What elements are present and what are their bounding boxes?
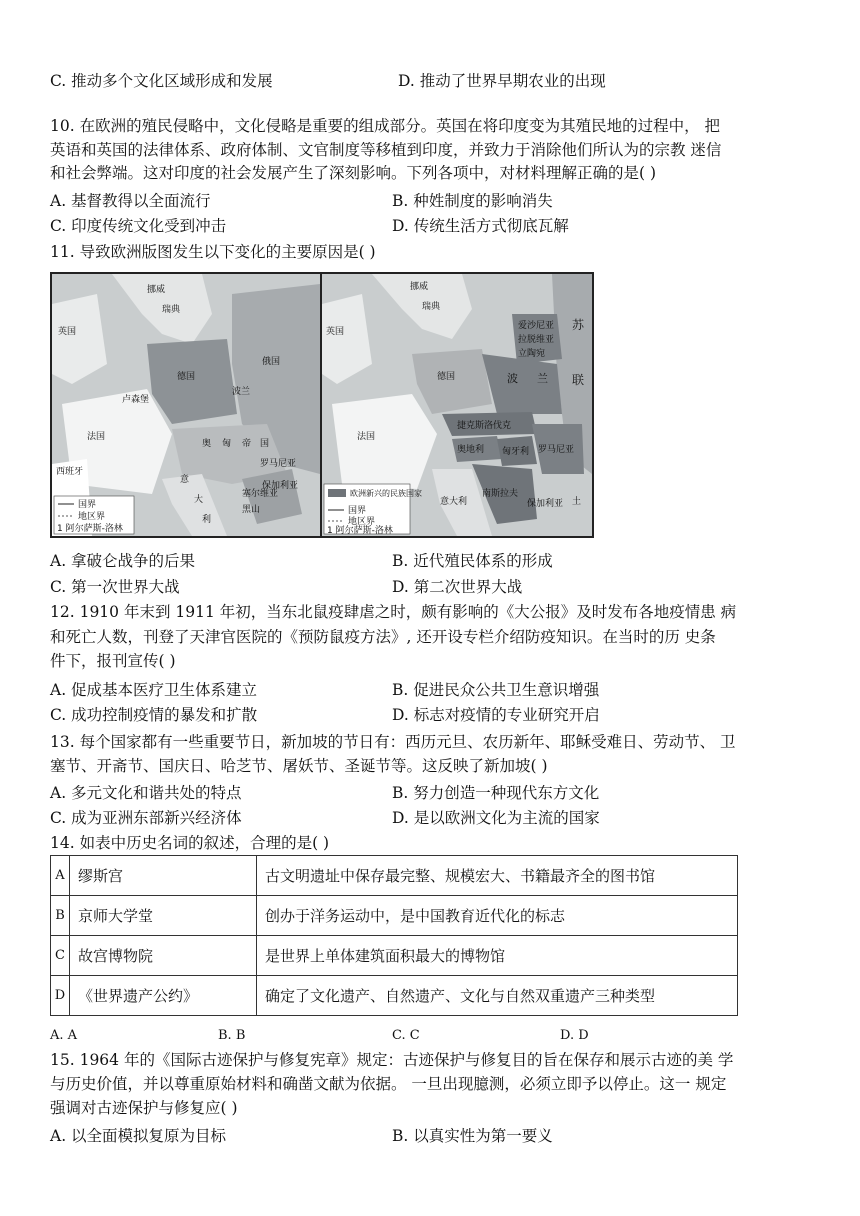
q12-stem-line-1: 12. 1910 年末到 1911 年初，当东北鼠疫肆虐之时，颇有影响的《大公报》及时发布各地疫情患 病 [50,603,737,621]
table-row-key: A [51,856,70,896]
q15-stem-line-1: 15. 1964 年的《国际古迹保护与修复宪章》规定：古迹保护与修复目的旨在保存和展示古迹的美 学 [50,1051,734,1069]
q15-option-b: B. 以真实性为第一要义 [392,1127,553,1145]
q14-option-a: A. A [50,1028,78,1043]
q14-option-c: C. C [392,1028,420,1043]
q13-option-c: C. 成为亚洲东部新兴经济体 [50,809,242,827]
map2-label: 罗马尼亚 [538,445,575,455]
table-row-description: 是世界上单体建筑面积最大的博物馆 [257,936,738,976]
map1-legend-item: 地区界 [78,512,106,522]
q13-stem-line-1: 13. 每个国家都有一些重要节日，新加坡的节日有：西历元旦、农历新年、耶稣受难日、劳动节、 卫 [50,733,736,751]
q13-option-b: B. 努力创造一种现代东方文化 [392,784,600,802]
table-row [51,976,738,1016]
q10-option-a: A. 基督教得以全面流行 [50,192,211,210]
map2-legend-item: 地区界 [348,517,376,527]
map1-label: 黑山 [242,505,261,515]
map1-label: 西班牙 [56,467,84,477]
q9-option-d: D. 推动了世界早期农业的出现 [398,72,606,90]
map2-label: 意大利 [440,497,468,507]
map1-label: 法国 [87,432,106,442]
map1-label: 奥 [202,439,212,449]
q11-option-a: A. 拿破仑战争的后果 [50,552,196,570]
map1-label: 国 [260,439,270,449]
table-row-key: C [51,936,70,976]
q10-option-d: D. 传统生活方式彻底瓦解 [392,217,569,235]
history-terms-table [50,855,738,1016]
map2-legend-item: 欧洲新兴的民族国家 [350,489,422,498]
map1-label: 德国 [177,372,196,382]
table-row-key: D [51,976,70,1016]
table-row-term: 京师大学堂 [70,896,257,936]
map2-label: 匈牙利 [502,447,530,457]
map1-label: 波兰 [232,387,251,397]
map2-label: 保加利亚 [527,499,564,509]
map1-label: 卢森堡 [122,395,150,405]
q14-option-b: B. B [218,1028,246,1043]
q14-option-d: D. D [560,1028,589,1043]
q12-option-b: B. 促进民众公共卫生意识增强 [392,681,600,699]
q15-stem-line-3: 强调对古迹保护与修复应( ) [50,1099,238,1117]
table-row-term: 故宫博物院 [70,936,257,976]
q10-stem-line-1: 10. 在欧洲的殖民侵略中，文化侵略是重要的组成部分。英国在将印度变为其殖民地的过程中， 把 [50,117,721,135]
map2-label: 南斯拉夫 [482,489,519,499]
q15-option-a: A. 以全面模拟复原为目标 [50,1127,227,1145]
map2-label: 立陶宛 [518,349,546,359]
q11-stem: 11. 导致欧洲版图发生以下变化的主要原因是( ) [50,243,376,261]
map1-label: 匈 [222,439,232,449]
map2-legend-item: 1 阿尔萨斯-洛林 [327,526,393,536]
q10-stem-line-3: 和社会弊端。这对印度的社会发展产生了深刻影响。下列各项中，对材料理解正确的是( ) [50,164,657,182]
table-row-description: 古文明遗址中保存最完整、规模宏大、书籍最齐全的图书馆 [257,856,738,896]
table-row [51,856,738,896]
q13-stem-line-2: 塞节、开斋节、国庆日、哈芝节、屠妖节、圣诞节等。这反映了新加坡( ) [50,757,548,775]
map1-legend-item: 国界 [78,500,97,510]
table-row-term: 《世界遗产公约》 [70,976,257,1016]
map1-label: 帝 [242,439,252,449]
map2-label: 挪威 [410,282,429,292]
map2-label: 苏 [572,318,585,332]
table-row-key: B [51,896,70,936]
q10-stem-line-2: 英语和英国的法律体系、政府体制、文官制度等移植到印度，并致力于消除他们所认为的宗教 迷信 [50,141,722,159]
map2-label: 奥地利 [457,445,485,455]
q13-option-a: A. 多元文化和谐共处的特点 [50,784,242,802]
map1-label: 保加利亚 [262,481,299,491]
q15-stem-line-2: 与历史价值，并以尊重原始材料和确凿文献为依据。 一旦出现臆测，必须立即予以停止。这一 规定 [50,1075,727,1093]
q11-option-c: C. 第一次世界大战 [50,578,180,596]
map1-label: 挪威 [147,285,166,295]
table-row-description: 创办于洋务运动中，是中国教育近代化的标志 [257,896,738,936]
q12-option-a: A. 促成基本医疗卫生体系建立 [50,681,258,699]
map2-label: 兰 [537,372,548,385]
map1-label: 英国 [58,327,77,337]
europe-map-after [320,272,594,538]
q12-stem-line-2: 和死亡人数，刊登了天津官医院的《预防鼠疫方法》, 还开设专栏介绍防疫知识。在当时的历 史条 [50,628,716,646]
map2-label: 法国 [357,432,376,442]
q12-option-d: D. 标志对疫情的专业研究开启 [392,706,600,724]
map2-label: 拉脱维亚 [518,335,555,345]
map1-label: 意 [180,475,190,485]
table-row-term: 缪斯宫 [70,856,257,896]
q10-option-c: C. 印度传统文化受到冲击 [50,217,227,235]
q12-option-c: C. 成功控制疫情的暴发和扩散 [50,706,258,724]
map1-label: 塞尔维亚 [242,489,279,499]
map1-label: 大 [194,495,204,505]
map2-label: 瑞典 [422,302,441,312]
map2-label: 联 [572,373,585,387]
table-row-description: 确定了文化遗产、自然遗产、文化与自然双重遗产三种类型 [257,976,738,1016]
map1-label: 罗马尼亚 [260,459,297,469]
map2-label: 捷克斯洛伐克 [457,421,512,431]
table-row [51,936,738,976]
europe-map-before [50,272,322,538]
q13-option-d: D. 是以欧洲文化为主流的国家 [392,809,600,827]
q11-option-d: D. 第二次世界大战 [392,578,523,596]
q11-option-b: B. 近代殖民体系的形成 [392,552,553,570]
map1-label: 俄国 [262,357,281,367]
map1-legend-item: 1 阿尔萨斯-洛林 [57,524,123,534]
table-row [51,896,738,936]
map1-label: 利 [202,515,212,525]
map2-label: 英国 [326,327,345,337]
q12-stem-line-3: 件下，报刊宣传( ) [50,652,176,670]
q10-option-b: B. 种姓制度的影响消失 [392,192,553,210]
map2-label: 爱沙尼亚 [518,321,555,331]
map2-label: 土 [572,497,582,507]
map2-label: 波 [507,372,518,385]
map2-label: 德国 [437,372,456,382]
q14-stem: 14. 如表中历史名词的叙述，合理的是( ) [50,834,330,852]
map1-label: 瑞典 [162,305,181,315]
map2-legend-item: 国界 [348,506,367,516]
q9-option-c: C. 推动多个文化区域形成和发展 [50,72,273,90]
